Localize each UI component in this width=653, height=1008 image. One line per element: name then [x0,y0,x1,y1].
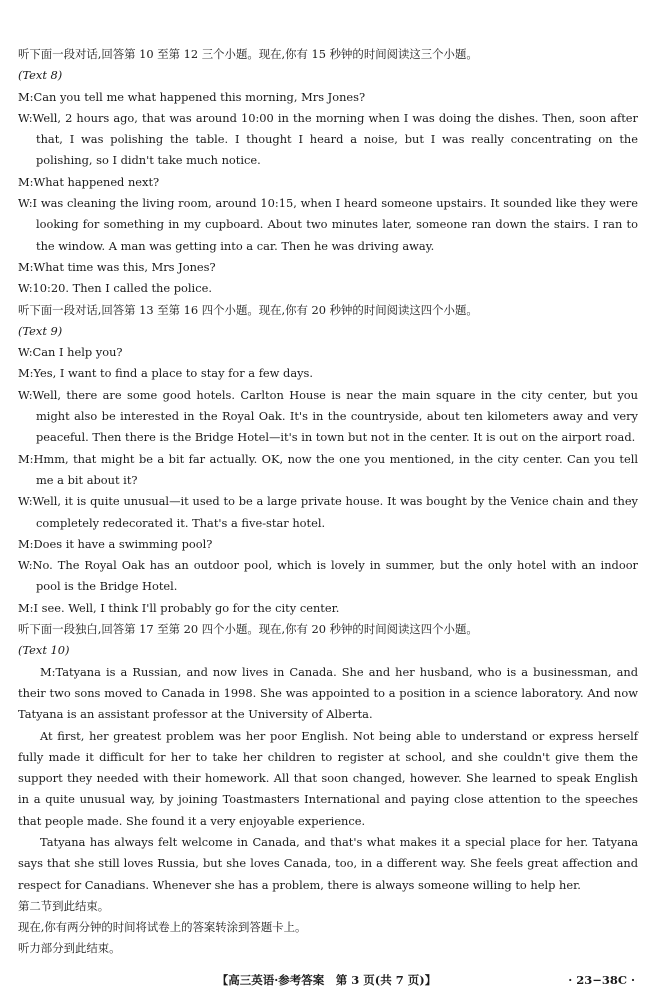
text-label: (Text 9) [18,323,63,338]
dialogue-line: M:I see. Well, I think I'll probably go for the city center. [18,600,340,615]
dialogue-line: M:What time was this, Mrs Jones? [18,259,216,274]
dialogue-line: M:Can you tell me what happened this morning, Mrs Jones? [18,89,366,104]
monologue-paragraph: At first, her greatest problem was her poor English. Not being able to understand or express herself fully made it difficult for her to take her children to register at school, and she couldn't give them the support they needed with their homework. All that soon changed, however. She learned to speak English in a quite unusual way, by joining Toastmasters International and paying close attention to the speeches that people made. She found it a very enjoyable experience. [18,728,638,828]
dialogue-line: M:Yes, I want to find a place to stay for a few days. [18,366,314,381]
dialogue-line: W:Can I help you? [18,345,123,360]
section-instruction: 听下面一段对话,回答第 13 至第 16 四个小题。现在,你有 20 秒钟的时间阅读这四个小题。 [18,302,478,317]
dialogue-line: M:Does it have a swimming pool? [18,536,213,551]
text-label: (Text 8) [18,68,63,83]
footer-page-info: 【高三英语·参考答案 第 3 页(共 7 页)】 [216,973,437,987]
section-instruction: 听下面一段独白,回答第 17 至第 20 四个小题。现在,你有 20 秒钟的时间阅读这四个小题。 [18,622,478,637]
dialogue-line: W:10:20. Then I called the police. [18,281,212,296]
dialogue-line: W:Well, there are some good hotels. Carlton House is near the main square in the city center, but you might also be interested in the Royal Oak. It's in the countryside, about ten kilometers away and very peaceful. Then there is the Bridge Hotel—it's in town but not in the center. It is out on the airport road. [18,387,638,445]
text-label: (Text 10) [18,643,70,658]
dialogue-line: M:What happened next? [18,174,160,189]
dialogue-line: M:Hmm, that might be a bit far actually. OK, now the one you mentioned, in the city center. Can you tell me a bit about it? [18,451,638,487]
footer-paper-code: · 23−38C · [568,973,635,987]
section-instruction: 听下面一段对话,回答第 10 至第 12 三个小题。现在,你有 15 秒钟的时间阅读这三个小题。 [18,47,478,61]
section-instruction: 现在,你有两分钟的时间将试卷上的答案转涂到答题卡上。 [18,920,307,935]
monologue-paragraph: M:Tatyana is a Russian, and now lives in Canada. She and her husband, who is a businessman, and their two sons moved to Canada in 1998. She was appointed to a position in a science laboratory. And now Tatyana is an assistant professor at the University of Alberta. [18,664,638,722]
dialogue-line: W:I was cleaning the living room, around 10:15, when I heard someone upstairs. It sounded like they were looking for something in my cupboard. About two minutes later, someone ran down the stairs. I ran to the window. A man was getting into a car. Then he was driving away. [18,196,638,253]
dialogue-line: W:Well, it is quite unusual—it used to be a large private house. It was bought by the Venice chain and they completely redecorated it. That's a five-star hotel. [18,494,638,530]
dialogue-line: W:Well, 2 hours ago, that was around 10:00 in the morning when I was doing the dishes. Then, soon after that, I was polishing the table. I thought I heard a noise, but I was really concentrating on the polishing, so I didn't take much notice. [18,110,638,168]
monologue-paragraph: Tatyana has always felt welcome in Canada, and that's what makes it a special place for her. Tatyana says that she still loves Russia, but she loves Canada, too, in a different way. She feels great affection and respect for Canadians. Whenever she has a problem, there is always someone willing to help her. [18,834,638,892]
dialogue-line: W:No. The Royal Oak has an outdoor pool, which is lovely in summer, but the only hotel with an indoor pool is the Bridge Hotel. [18,558,638,594]
section-instruction: 听力部分到此结束。 [18,941,121,956]
section-instruction: 第二节到此结束。 [18,898,110,913]
answer-key-document [18,44,638,960]
